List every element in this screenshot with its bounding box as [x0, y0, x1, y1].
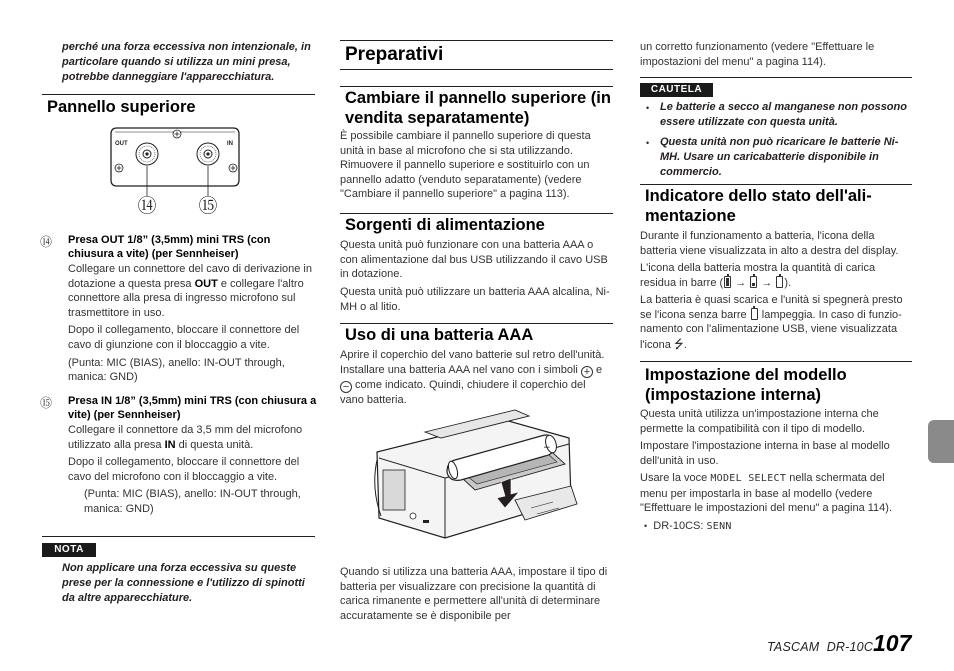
list-item: • Questa unità non può ricaricare le batterie Ni-MH. Usare un caricabatterie disponibile in commercio.	[646, 136, 899, 178]
divider	[640, 184, 912, 185]
section-text: È possibile cambiare il pannello superiore di questa unità in base al microfono che si sta utilizzando. Rimuovere il pannello superiore e sostituirlo con un pannello adatto (venduto separatamente) (vedere "Cambiare il pannello superiore" a pagina 113).	[340, 130, 591, 201]
item-title: Presa OUT 1/8” (3,5mm) mini TRS (con chiusura a vite) (per Sennheiser)	[68, 234, 271, 260]
section-text: Quando si utilizza una batteria AAA, impostare il tipo di batteria per visualizzare con precisione la quantità di carica rimanente e permettere all'unità di determinare accuratamente se è disponibile per	[340, 566, 608, 622]
cautela-tag: CAUTELA	[640, 83, 713, 97]
in-jack-icon	[197, 143, 219, 165]
item-number: ⑮	[40, 396, 53, 410]
section-title-pannello: Pannello superiore	[47, 98, 196, 116]
nota-text: Non applicare una forza eccessiva su queste prese per la connessione e l'utilizzo di spinotti da altre apparecchiature.	[62, 562, 305, 604]
out-label: OUT	[115, 141, 128, 147]
divider	[340, 69, 613, 70]
menu-item-name: MODEL SELECT	[710, 473, 787, 484]
out-jack-icon	[136, 143, 158, 165]
bullet-icon: •	[646, 138, 650, 148]
divider	[340, 323, 613, 324]
page-number: 107	[873, 630, 912, 656]
section-title-uso: Uso di una batteria AAA	[345, 326, 534, 344]
divider	[340, 86, 613, 87]
top-panel-diagram	[105, 124, 245, 216]
section-text: Durante il funzionamento a batteria, l'icona della batteria viene visualizzata in alto a destra del display.	[640, 230, 899, 257]
item-text: Dopo il collegamento, bloccare il connettore del cavo di giunzione con il bloccaggio a vite.	[68, 324, 300, 351]
section-title-cambiare: Cambiare il pannello superiore (in vendita separatamente)	[345, 89, 611, 127]
battery-install-illustration	[365, 408, 593, 546]
divider	[42, 536, 315, 537]
battery-low-icon	[750, 276, 757, 288]
item-text: (Punta: MIC (BIAS), anello: IN-OUT through, manica: GND)	[68, 356, 285, 384]
callout-14: ⑭	[137, 195, 157, 216]
callout-15: ⑮	[198, 195, 218, 216]
section-title-indicatore: Indicatore dello stato dell'ali-mentazione	[645, 187, 872, 225]
screw-icon	[173, 130, 181, 138]
usb-icon: ⭍	[673, 336, 684, 351]
divider	[640, 77, 912, 78]
screw-icon	[229, 164, 237, 172]
section-text: Questa unità può funzionare con una batteria AAA o con alimentazione dal bus USB utilizzando il cavo USB in dotazione.	[340, 239, 608, 281]
list-item: • Le batterie a secco al manganese non possono essere utilizzate con questa unità.	[646, 101, 907, 128]
item-text: (Punta: MIC (BIAS), anello: IN-OUT through, manica: GND)	[84, 488, 301, 515]
caution-list	[646, 100, 912, 180]
item-title: Presa IN 1/8” (3,5mm) mini TRS (con chiusura a vite) (per Sennheiser)	[68, 395, 317, 421]
plus-symbol-icon: +	[581, 366, 593, 378]
battery-empty-icon	[776, 276, 783, 288]
page-title: Preparativi	[345, 44, 444, 65]
list-item: • DR-10CS: SENN	[644, 520, 732, 532]
section-text: Questa unità può utilizzare un batteria AAA alcalina, Ni-MH o al litio.	[340, 286, 610, 313]
nota-tag: NOTA	[42, 543, 96, 557]
divider	[42, 94, 315, 95]
item-text: Collegare il connettore da 3,5 mm del microfono utilizzato alla presa IN di questa unità.	[68, 424, 303, 451]
section-title-impostazione: Impostazione del modello (impostazione interna)	[645, 366, 847, 404]
divider	[340, 40, 613, 41]
intro-warning: perché una forza eccessiva non intenzionale, in particolare quando si utilizza un mini presa, potrebbe danneggiare l'apparecchiatura.	[62, 41, 311, 83]
bullet-icon: •	[646, 103, 650, 113]
section-title-sorgenti: Sorgenti di alimentazione	[345, 216, 545, 234]
minus-symbol-icon: −	[340, 381, 352, 393]
section-text: Usare la voce MODEL SELECT nella schermata del menu per impostarla in base al modello (vedere "Effettuare le impostazioni del menu" a pagina 114).	[640, 472, 893, 515]
bullet-icon: •	[644, 521, 648, 531]
battery-full-icon	[724, 276, 731, 288]
divider	[640, 361, 912, 362]
screw-icon	[115, 164, 123, 172]
chapter-tab	[928, 420, 954, 463]
svg-text:−: −	[543, 443, 551, 453]
item-number: ⑭	[40, 235, 53, 249]
section-text: un corretto funzionamento (vedere "Effettuare le impostazioni del menu" a pagina 114).	[640, 41, 875, 68]
battery-empty-icon	[751, 308, 758, 320]
section-text: Impostare l'impostazione interna in base al modello dell'unità in uso.	[640, 440, 890, 467]
section-text: L'icona della batteria mostra la quantità di carica residua in barre ( → → ).	[640, 262, 876, 289]
section-text: La batteria è quasi scarica e l'unità si spegnerà presto se l'icona senza barre lampeggia. In caso di funzio-namento con l'alimentazione USB, viene visualizzata l'icona ⭍.	[640, 294, 903, 351]
item-text: Collegare un connettore del cavo di derivazione in dotazione a questa presa OUT e collegare l'altro connettore alla presa di ingresso microfono sul trasmettitore in uso.	[68, 263, 312, 319]
item-text: Dopo il collegamento, bloccare il connettore del cavo del microfono con il bloccaggio a vite.	[68, 456, 300, 483]
model-value: SENN	[706, 521, 732, 532]
divider	[340, 213, 613, 214]
section-text: Questa unità utilizza un'impostazione interna che permette la compatibilità con il tipo di modello.	[640, 408, 879, 435]
section-text: Aprire il coperchio del vano batterie sul retro dell'unità. Installare una batteria AAA nel vano con i simboli + e − come indicato. Quindi, chiudere il coperchio del vano batteria.	[340, 349, 605, 406]
footer-brand: TASCAM DR-10C	[767, 640, 874, 654]
in-label: IN	[227, 141, 233, 147]
